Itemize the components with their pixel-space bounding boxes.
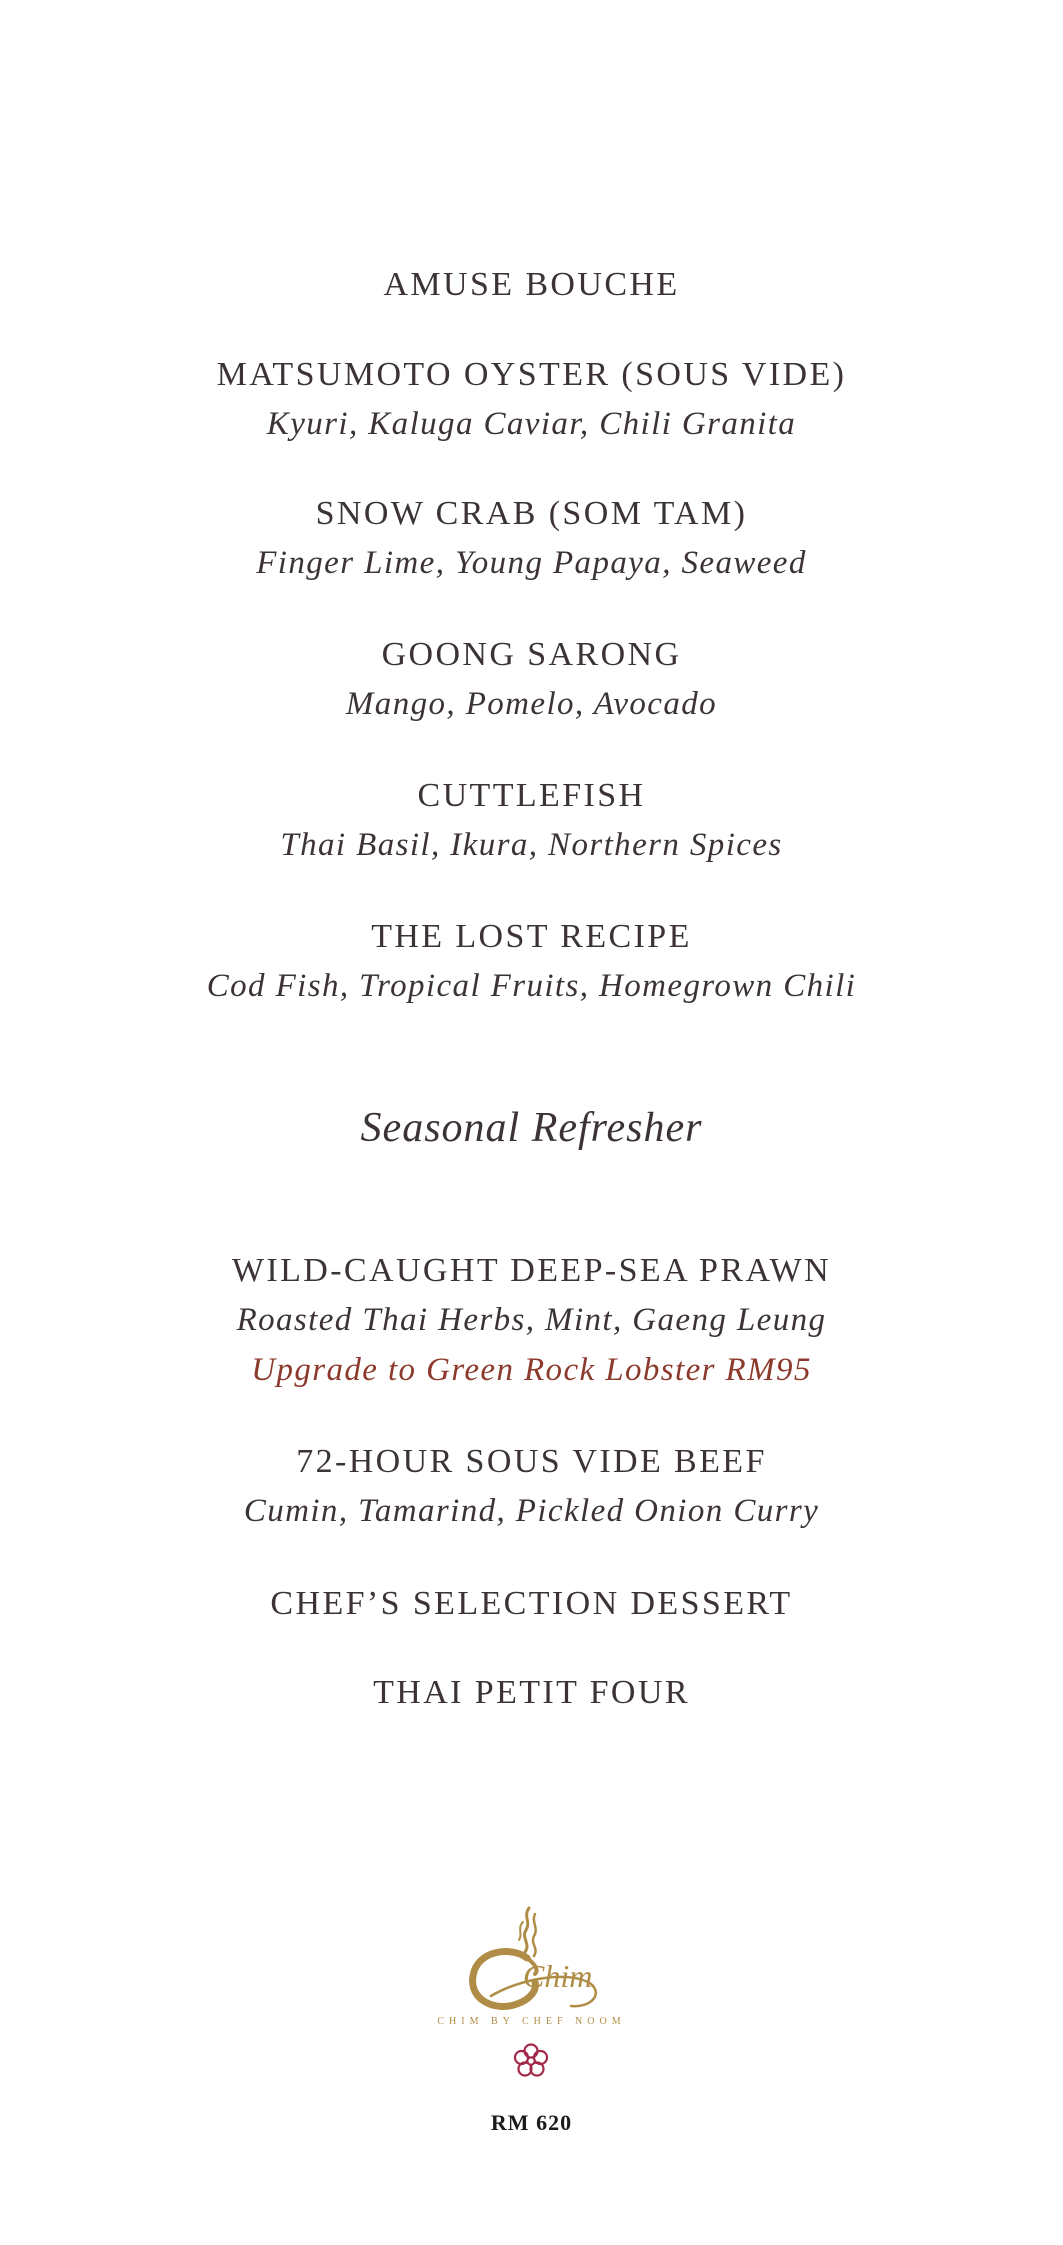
course-title-lost-recipe: THE LOST RECIPE: [371, 918, 692, 955]
restaurant-name: CHIM BY CHEF NOOM: [437, 2016, 626, 2027]
course-title-beef: 72-HOUR SOUS VIDE BEEF: [296, 1443, 767, 1480]
course-title-prawn: WILD-CAUGHT DEEP-SEA PRAWN: [231, 1252, 832, 1289]
course-title-seasonal-refresher: Seasonal Refresher: [360, 1105, 703, 1151]
course-desc-beef: Cumin, Tamarind, Pickled Onion Curry: [243, 1493, 820, 1529]
logo-wordmark: Chim: [523, 1958, 593, 1994]
course-desc-snow-crab: Finger Lime, Young Papaya, Seaweed: [256, 545, 807, 581]
course-title-petit-four: THAI PETIT FOUR: [373, 1674, 690, 1711]
michelin-star-icon: [512, 2042, 550, 2080]
upgrade-note-lobster: Upgrade to Green Rock Lobster RM95: [251, 1352, 812, 1388]
course-title-amuse-bouche: AMUSE BOUCHE: [383, 266, 680, 303]
course-title-oyster: MATSUMOTO OYSTER (SOUS VIDE): [216, 356, 847, 393]
course-title-snow-crab: SNOW CRAB (SOM TAM): [315, 495, 748, 532]
course-desc-prawn: Roasted Thai Herbs, Mint, Gaeng Leung: [236, 1302, 827, 1338]
course-desc-cuttlefish: Thai Basil, Ikura, Northern Spices: [280, 827, 783, 863]
course-title-dessert: CHEF’S SELECTION DESSERT: [270, 1585, 793, 1622]
course-title-goong-sarong: GOONG SARONG: [381, 636, 682, 673]
menu-price: RM 620: [490, 2110, 573, 2135]
course-desc-oyster: Kyuri, Kaluga Caviar, Chili Granita: [266, 406, 797, 442]
course-desc-lost-recipe: Cod Fish, Tropical Fruits, Homegrown Chili: [206, 968, 857, 1004]
course-desc-goong-sarong: Mango, Pomelo, Avocado: [345, 686, 718, 722]
course-title-cuttlefish: CUTTLEFISH: [417, 777, 646, 814]
